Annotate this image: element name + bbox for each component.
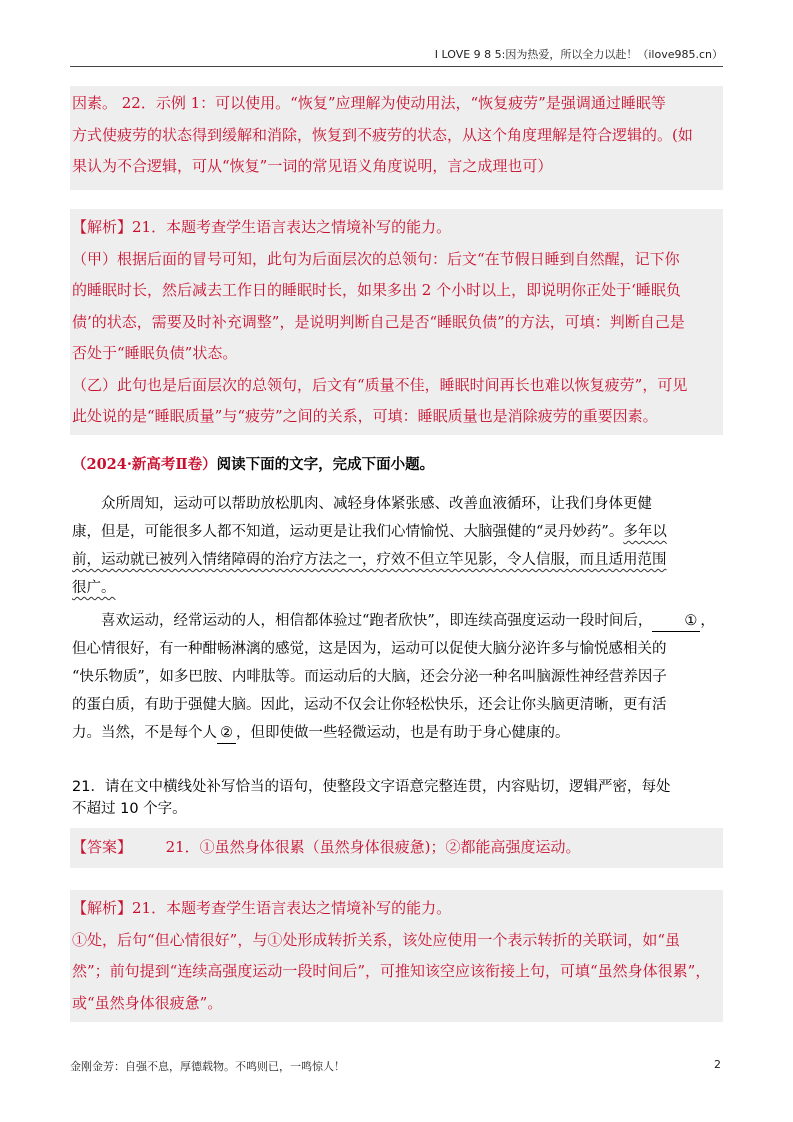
page-header: I LOVE 9 8 5:因为热爱，所以全力以赴！（ilove985.cn） [434, 48, 723, 61]
passage-line: “快乐物质”，如多巴胺、内啡肽等。而运动后的大脑，还会分泌一种名叫脑源性神经营养因子 [72, 669, 667, 685]
analysis-line: 【解析】21．本题考查学生语言表达之情境补写的能力。 [72, 218, 452, 236]
analysis-line: 否处于“睡眠负债”状态。 [72, 344, 238, 362]
passage-line [72, 574, 721, 602]
analysis-line: 此处说的是“睡眠质量”与“疲劳”之间的关系，可填：睡眠质量也是消除疲劳的重要因素。 [72, 407, 658, 425]
answer-block [72, 832, 721, 864]
header-divider [70, 66, 723, 67]
blank-1: ① [652, 611, 700, 632]
top-answer-block [72, 88, 721, 183]
top-answer-line: 果认为不合逻辑，可从“恢复”一词的常见语义角度说明，言之成理也可） [72, 157, 553, 175]
passage-line: 喜欢运动，经常运动的人，相信都体验过“跑者欣快”，即连续高强度运动一段时间后， ① ， [72, 607, 721, 635]
passage-line: 的蛋白质，有助于强健大脑。因此，运动不仅会让你轻松快乐，还会让你头脑更清晰，更有活 [72, 697, 667, 713]
question-line: 不超过 10 个字。 [72, 801, 187, 817]
answer-text: 21．①虽然身体很累（虽然身体很疲惫)；②都能高强度运动。 [165, 838, 581, 856]
passage-line: 康，但是，可能很多人都不知道，运动更是让我们心情愉悦、大脑强健的“灵丹妙药”。多年以 [72, 524, 667, 540]
exam-title [72, 451, 721, 479]
page-number: 2 [714, 1058, 721, 1071]
top-answer-line: 方式使疲劳的状态得到缓解和消除，恢复到不疲劳的状态，从这个角度理解是符合逻辑的。(如 [72, 125, 693, 144]
analysis-line: （乙）此句也是后面层次的总领句，后文有“质量不佳，睡眠时间再长也难以恢复疲劳”，可见 [72, 375, 688, 394]
top-answer-line: 因素。 22．示例 1：可以使用。“恢复”应理解为使动用法，“恢复疲劳”是强调通过睡眠等 [72, 94, 666, 112]
analysis-line: 的睡眠时长，然后减去工作日的睡眠时长，如果多出 2 个小时以上，即说明你正处于‘睡眠负 [72, 281, 681, 299]
question-line: 21．请在文中横线处补写恰当的语句，使整段文字语意完整连贯，内容贴切，逻辑严密，每处 [72, 779, 671, 795]
analysis-2-block [72, 893, 721, 1019]
analysis-line: （甲）根据后面的冒号可知，此句为后面层次的总领句：后文“在节假日睡到自然醒，记下你 [72, 249, 680, 268]
exam-tag: （2024·新高考Ⅱ卷） [72, 456, 217, 473]
footer-motto: 金刚金芳：自强不息，厚德载物。不鸣则已，一鸣惊人！ [70, 1060, 345, 1073]
passage-line: 力。当然，不是每个人 ② ，但即使做一些轻微运动，也是有助于身心健康的。 [72, 719, 721, 747]
analysis-line: 债’的状态，需要及时补充调整”，是说明判断自己是否“睡眠负债”的方法，可填：判断自己是 [72, 312, 685, 331]
wavy-underlined-text: 多年以 [623, 524, 667, 540]
analysis-line: 或“虽然身体很疲惫”。 [72, 993, 223, 1012]
blank-2: ② [217, 723, 236, 744]
analysis-line: 【解析】21．本题考查学生语言表达之情境补写的能力。 [72, 899, 452, 917]
analysis-line: ①处，后句“但心情很好”，与①处形成转折关系，该处应使用一个表示转折的关联词，如“虽 [72, 930, 681, 949]
passage-line: 众所周知，运动可以帮助放松肌肉、减轻身体紧张感、改善血液循环，让我们身体更健 [101, 496, 652, 512]
reading-passage [72, 490, 721, 747]
wavy-underlined-text: 前，运动就已被列入情绪障碍的治疗方法之一，疗效不但立竿见影，令人信服，而且适用范围 [72, 552, 667, 568]
wavy-underlined-text: 很广。 [72, 580, 116, 596]
passage-line: 但心情很好，有一种酣畅淋漓的感觉，这是因为，运动可以促使大脑分泌许多与愉悦感相关的 [72, 641, 667, 657]
passage-line [72, 546, 721, 574]
analysis-1-block [72, 212, 721, 433]
emphasis-dot-char: 相 [275, 613, 290, 629]
answer-label: 【答案】 [72, 838, 133, 856]
exam-instruction: 阅读下面的文字，完成下面小题。 [216, 456, 435, 473]
question-21 [72, 776, 721, 820]
analysis-line: 然”；前句提到“连续高强度运动一段时间后”，可推知该空应该衔接上句，可填“虽然身体很累”， [72, 962, 711, 980]
